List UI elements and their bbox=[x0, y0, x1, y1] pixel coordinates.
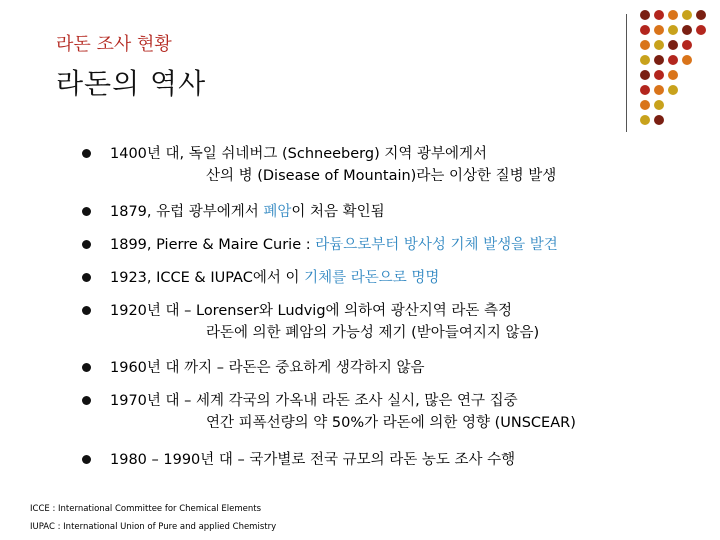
decorative-dot bbox=[668, 70, 678, 80]
item-text-continued: 산의 병 (Disease of Mountain)라는 이상한 질병 발생 bbox=[206, 168, 557, 184]
item-text bbox=[110, 201, 385, 223]
decorative-dot bbox=[640, 85, 650, 95]
bullet-icon bbox=[82, 306, 91, 315]
decorative-dot bbox=[682, 55, 692, 65]
decorative-dot bbox=[640, 100, 650, 110]
decorative-dot bbox=[696, 10, 706, 20]
page-title: 라돈의 역사 bbox=[56, 67, 207, 100]
decorative-dot bbox=[640, 115, 650, 125]
item-text-continued: 연간 피폭선량의 약 50%가 라돈에 의한 영향 (UNSCEAR) bbox=[206, 415, 576, 431]
item-text: 1960년 대 까지 – 라돈은 중요하게 생각하지 않음 bbox=[110, 360, 425, 376]
item-text-highlight: 라듐으로부터 방사성 기체 발생을 발견 bbox=[315, 237, 558, 253]
decorative-dot bbox=[640, 70, 650, 80]
decorative-divider bbox=[626, 14, 627, 132]
bullet-icon bbox=[82, 273, 91, 282]
item-text: 1970년 대 – 세계 각국의 가옥내 라돈 조사 실시, 많은 연구 집중 bbox=[110, 393, 518, 409]
decorative-dot bbox=[696, 25, 706, 35]
item-text-continued: 라돈에 의한 폐암의 가능성 제기 (받아들여지지 않음) bbox=[206, 325, 540, 341]
decorative-dot bbox=[668, 55, 678, 65]
item-text: 1980 – 1990년 대 – 국가별로 전국 규모의 라돈 농도 조사 수행 bbox=[110, 452, 516, 468]
decorative-dot bbox=[654, 115, 664, 125]
decorative-dot bbox=[668, 10, 678, 20]
footnote-icce: ICCE : International Committee for Chemical Elements bbox=[30, 504, 261, 514]
footnotes bbox=[30, 500, 276, 536]
item-text bbox=[110, 267, 439, 289]
header-subtitle: 라돈 조사 현황 bbox=[56, 34, 172, 55]
decorative-dot bbox=[654, 40, 664, 50]
bullet-icon bbox=[82, 396, 91, 405]
bullet-icon bbox=[82, 207, 91, 216]
item-text bbox=[110, 234, 558, 256]
decorative-dot bbox=[654, 10, 664, 20]
bullet-icon bbox=[82, 363, 91, 372]
item-text-plain: 1923, ICCE & IUPAC에서 이 bbox=[110, 270, 305, 286]
decorative-dot-grid bbox=[640, 10, 712, 136]
decorative-dot bbox=[682, 25, 692, 35]
item-text: 1920년 대 – Lorenser와 Ludvig에 의하여 광산지역 라돈 측정 bbox=[110, 303, 513, 319]
footnote-iupac: IUPAC : International Union of Pure and applied Chemistry bbox=[30, 522, 277, 532]
decorative-dot bbox=[682, 40, 692, 50]
bullet-icon bbox=[82, 149, 91, 158]
decorative-dot bbox=[640, 10, 650, 20]
decorative-dot bbox=[640, 40, 650, 50]
item-text: 1400년 대, 독일 쉬네버그 (Schneeberg) 지역 광부에게서 bbox=[110, 146, 488, 162]
item-text-highlight: 폐암 bbox=[263, 204, 292, 220]
item-text-rest: 이 처음 확인됨 bbox=[291, 204, 385, 220]
item-text-plain: 1899, Pierre & Maire Curie : bbox=[110, 237, 316, 253]
decorative-dot bbox=[654, 70, 664, 80]
decorative-dot bbox=[654, 25, 664, 35]
item-text-plain: 1879, 유럽 광부에게서 bbox=[110, 204, 264, 220]
decorative-dot bbox=[668, 85, 678, 95]
decorative-dot bbox=[668, 25, 678, 35]
decorative-dot bbox=[654, 55, 664, 65]
item-text-highlight: 기체를 라돈으로 명명 bbox=[304, 270, 440, 286]
decorative-dot bbox=[654, 100, 664, 110]
decorative-dot bbox=[668, 40, 678, 50]
bullet-icon bbox=[82, 240, 91, 249]
decorative-dot bbox=[640, 55, 650, 65]
decorative-dot bbox=[640, 25, 650, 35]
decorative-dot bbox=[682, 10, 692, 20]
bullet-icon bbox=[82, 455, 91, 464]
decorative-dot bbox=[654, 85, 664, 95]
